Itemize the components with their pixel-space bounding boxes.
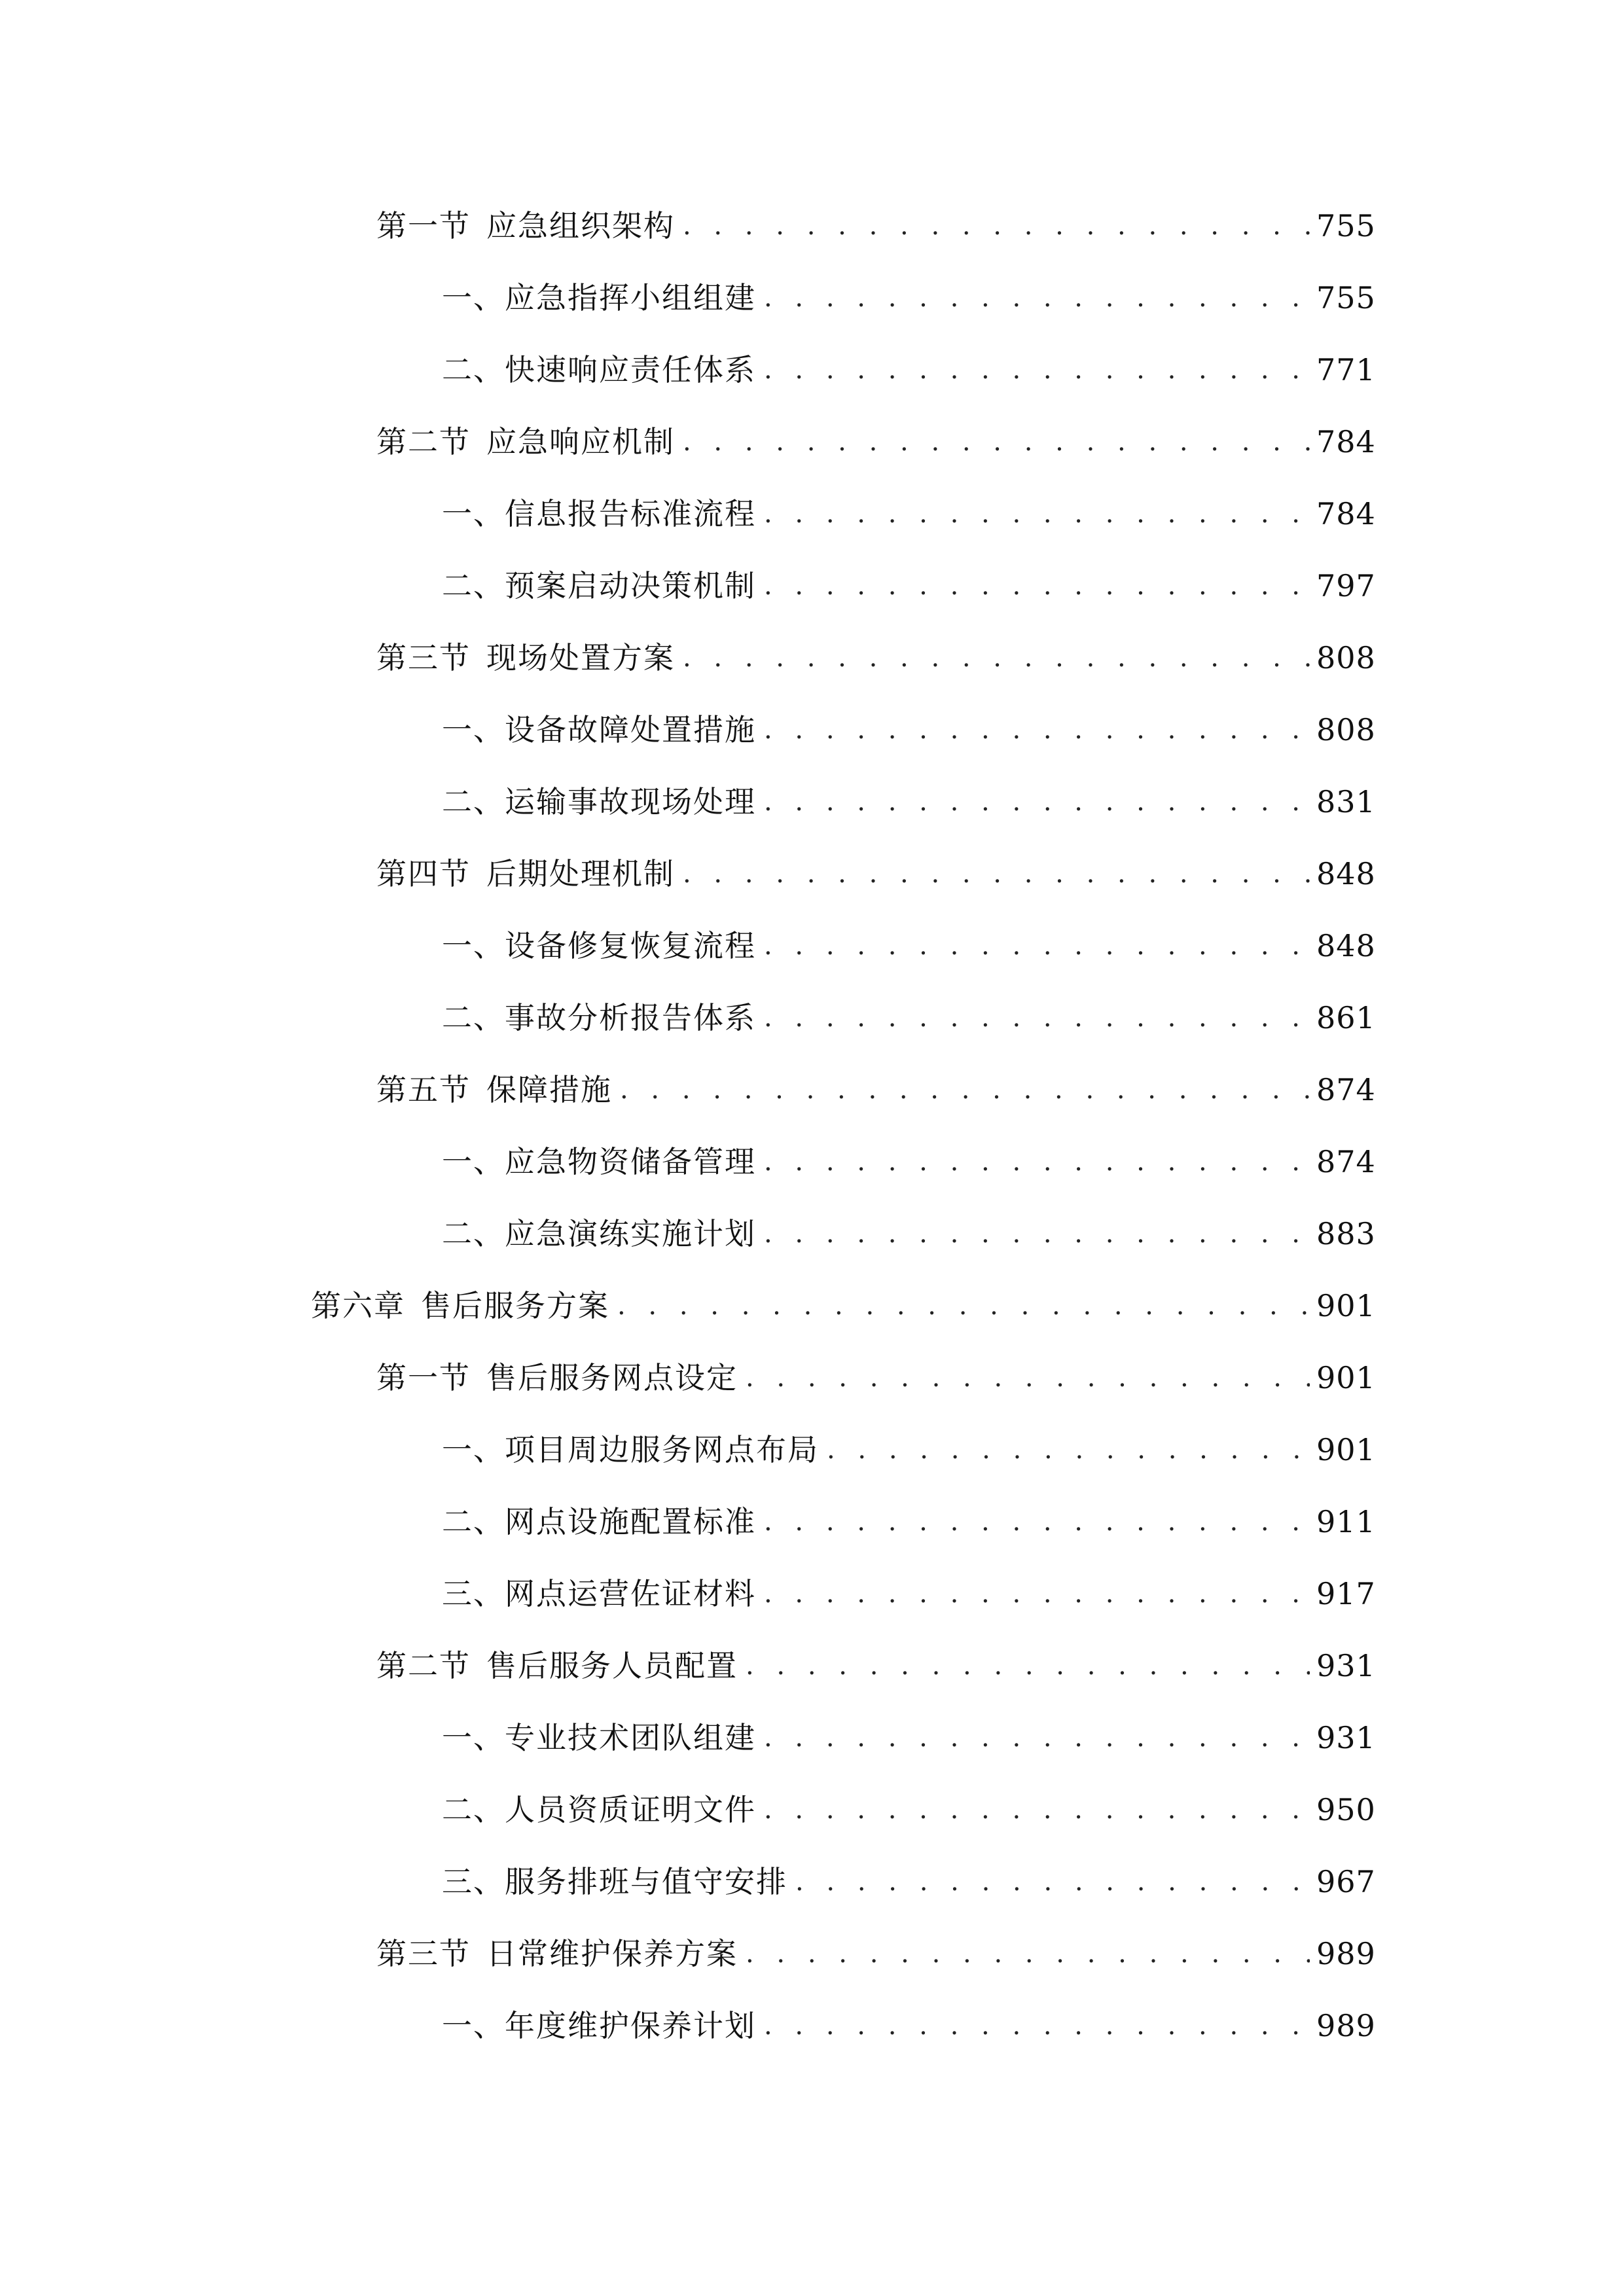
toc-dot-leader: [764, 1198, 1310, 1270]
toc-entry-number: 第三节: [376, 640, 471, 675]
toc-entry: [376, 1630, 1624, 1702]
toc-entry-page: 901: [1316, 1432, 1376, 1467]
toc-entry: [376, 622, 1624, 694]
toc-dot-leader: [683, 190, 1310, 262]
toc-entry: [442, 1702, 1624, 1774]
toc-dot-leader: [746, 1342, 1310, 1414]
toc-entry: [442, 478, 1624, 550]
toc-entry-title: 事故分析报告体系: [505, 1000, 756, 1035]
toc-dot-leader: [795, 1846, 1310, 1918]
toc-entry: [442, 1414, 1624, 1486]
toc-entry-number: 一、: [442, 928, 505, 963]
toc-entry-title: 年度维护保养计划: [505, 2008, 756, 2043]
toc-entry-title: 服务排班与值守安排: [505, 1864, 787, 1899]
toc-entry-page: 874: [1316, 1072, 1376, 1107]
toc-entry-number: 一、: [442, 1432, 505, 1467]
toc-entry-page: 950: [1316, 1792, 1376, 1827]
toc-entry-number: 第六章: [311, 1288, 405, 1323]
table-of-contents: [0, 190, 1624, 2062]
toc-entry-page: 861: [1316, 1000, 1376, 1035]
toc-entry-number: 二、: [442, 352, 505, 387]
toc-entry-title: 日常维护保养方案: [486, 1936, 738, 1971]
toc-entry-title: 专业技术团队组建: [505, 1720, 756, 1755]
toc-entry-title: 售后服务网点设定: [486, 1360, 738, 1395]
toc-entry: [442, 1774, 1624, 1846]
toc-dot-leader: [683, 622, 1310, 694]
toc-dot-leader: [764, 550, 1310, 622]
toc-entry-number: 三、: [442, 1576, 505, 1611]
toc-entry-page: 901: [1316, 1360, 1376, 1395]
toc-entry-page: 931: [1316, 1720, 1376, 1755]
toc-entry-number: 一、: [442, 2008, 505, 2043]
toc-entry-number: 一、: [442, 1144, 505, 1179]
toc-dot-leader: [764, 766, 1310, 838]
toc-dot-leader: [764, 262, 1310, 334]
toc-entry: [442, 694, 1624, 766]
toc-dot-leader: [764, 1558, 1310, 1630]
toc-entry: [376, 1342, 1624, 1414]
toc-entry-page: 771: [1316, 352, 1376, 387]
toc-entry: [442, 1198, 1624, 1270]
toc-entry-title: 应急演练实施计划: [505, 1216, 756, 1251]
toc-dot-leader: [620, 1054, 1310, 1126]
toc-dot-leader: [827, 1414, 1310, 1486]
toc-entry-page: 808: [1316, 712, 1376, 747]
toc-entry: [442, 262, 1624, 334]
toc-entry-page: 931: [1316, 1648, 1376, 1683]
toc-entry: [442, 334, 1624, 406]
toc-entry-title: 应急物资储备管理: [505, 1144, 756, 1179]
toc-entry-page: 901: [1316, 1288, 1376, 1323]
toc-entry-title: 预案启动决策机制: [505, 568, 756, 603]
toc-entry-title: 项目周边服务网点布局: [505, 1432, 819, 1467]
toc-entry-page: 848: [1316, 856, 1376, 891]
toc-entry-page: 911: [1316, 1504, 1376, 1539]
toc-entry: [442, 550, 1624, 622]
toc-entry-number: 二、: [442, 568, 505, 603]
toc-entry-page: 883: [1316, 1216, 1376, 1251]
toc-entry-page: 967: [1316, 1864, 1376, 1899]
toc-dot-leader: [764, 694, 1310, 766]
toc-entry-page: 797: [1316, 568, 1376, 603]
toc-entry-number: 二、: [442, 1000, 505, 1035]
toc-entry-number: 二、: [442, 784, 505, 819]
toc-entry-number: 第五节: [376, 1072, 471, 1107]
toc-entry-number: 第二节: [376, 1648, 471, 1683]
toc-dot-leader: [746, 1918, 1310, 1990]
toc-entry-number: 第二节: [376, 424, 471, 459]
toc-entry-number: 二、: [442, 1216, 505, 1251]
toc-dot-leader: [764, 1126, 1310, 1198]
toc-entry: [442, 766, 1624, 838]
toc-entry-title: 现场处置方案: [486, 640, 675, 675]
toc-entry-number: 二、: [442, 1792, 505, 1827]
toc-entry-number: 一、: [442, 280, 505, 315]
toc-dot-leader: [764, 910, 1310, 982]
toc-entry-title: 售后服务方案: [421, 1288, 609, 1323]
toc-entry-title: 保障措施: [486, 1072, 612, 1107]
toc-entry-page: 784: [1316, 496, 1376, 531]
toc-dot-leader: [683, 838, 1310, 910]
toc-entry: [376, 1918, 1624, 1990]
toc-entry-title: 应急响应机制: [486, 424, 675, 459]
toc-entry-number: 三、: [442, 1864, 505, 1899]
toc-entry: [442, 1126, 1624, 1198]
toc-entry: [376, 838, 1624, 910]
toc-entry-title: 售后服务人员配置: [486, 1648, 738, 1683]
toc-dot-leader: [764, 982, 1310, 1054]
toc-entry-title: 应急指挥小组组建: [505, 280, 756, 315]
toc-dot-leader: [683, 406, 1310, 478]
toc-entry-title: 网点设施配置标准: [505, 1504, 756, 1539]
toc-entry: [376, 406, 1624, 478]
toc-dot-leader: [764, 1486, 1310, 1558]
toc-dot-leader: [746, 1630, 1310, 1702]
toc-entry-title: 信息报告标准流程: [505, 496, 756, 531]
toc-entry-page: 874: [1316, 1144, 1376, 1179]
toc-entry: [442, 1486, 1624, 1558]
toc-entry-title: 快速响应责任体系: [505, 352, 756, 387]
toc-entry: [311, 1270, 1624, 1342]
toc-dot-leader: [764, 334, 1310, 406]
toc-entry-number: 一、: [442, 1720, 505, 1755]
toc-entry: [442, 982, 1624, 1054]
toc-dot-leader: [764, 478, 1310, 550]
toc-entry-page: 755: [1316, 280, 1376, 315]
toc-entry-page: 917: [1316, 1576, 1376, 1611]
toc-entry-page: 831: [1316, 784, 1376, 819]
toc-entry: [442, 1990, 1624, 2062]
toc-entry-title: 网点运营佐证材料: [505, 1576, 756, 1611]
toc-entry-number: 第一节: [376, 208, 471, 243]
toc-entry-number: 第三节: [376, 1936, 471, 1971]
toc-entry-page: 848: [1316, 928, 1376, 963]
toc-dot-leader: [764, 1702, 1310, 1774]
toc-entry-number: 第四节: [376, 856, 471, 891]
toc-entry-number: 第一节: [376, 1360, 471, 1395]
toc-entry-title: 设备故障处置措施: [505, 712, 756, 747]
toc-entry: [376, 190, 1624, 262]
toc-dot-leader: [764, 1774, 1310, 1846]
toc-entry: [442, 910, 1624, 982]
toc-entry-title: 运输事故现场处理: [505, 784, 756, 819]
toc-entry: [376, 1054, 1624, 1126]
toc-entry-page: 989: [1316, 1936, 1376, 1971]
toc-entry-title: 人员资质证明文件: [505, 1792, 756, 1827]
toc-entry-number: 二、: [442, 1504, 505, 1539]
toc-entry-title: 后期处理机制: [486, 856, 675, 891]
toc-entry-number: 一、: [442, 712, 505, 747]
toc-entry-page: 989: [1316, 2008, 1376, 2043]
toc-entry: [442, 1846, 1624, 1918]
toc-entry-page: 755: [1316, 208, 1376, 243]
toc-entry-number: 一、: [442, 496, 505, 531]
toc-entry-title: 设备修复恢复流程: [505, 928, 756, 963]
toc-entry-page: 784: [1316, 424, 1376, 459]
toc-entry-page: 808: [1316, 640, 1376, 675]
toc-dot-leader: [764, 1990, 1310, 2062]
toc-entry: [442, 1558, 1624, 1630]
toc-dot-leader: [617, 1270, 1310, 1342]
toc-entry-title: 应急组织架构: [486, 208, 675, 243]
